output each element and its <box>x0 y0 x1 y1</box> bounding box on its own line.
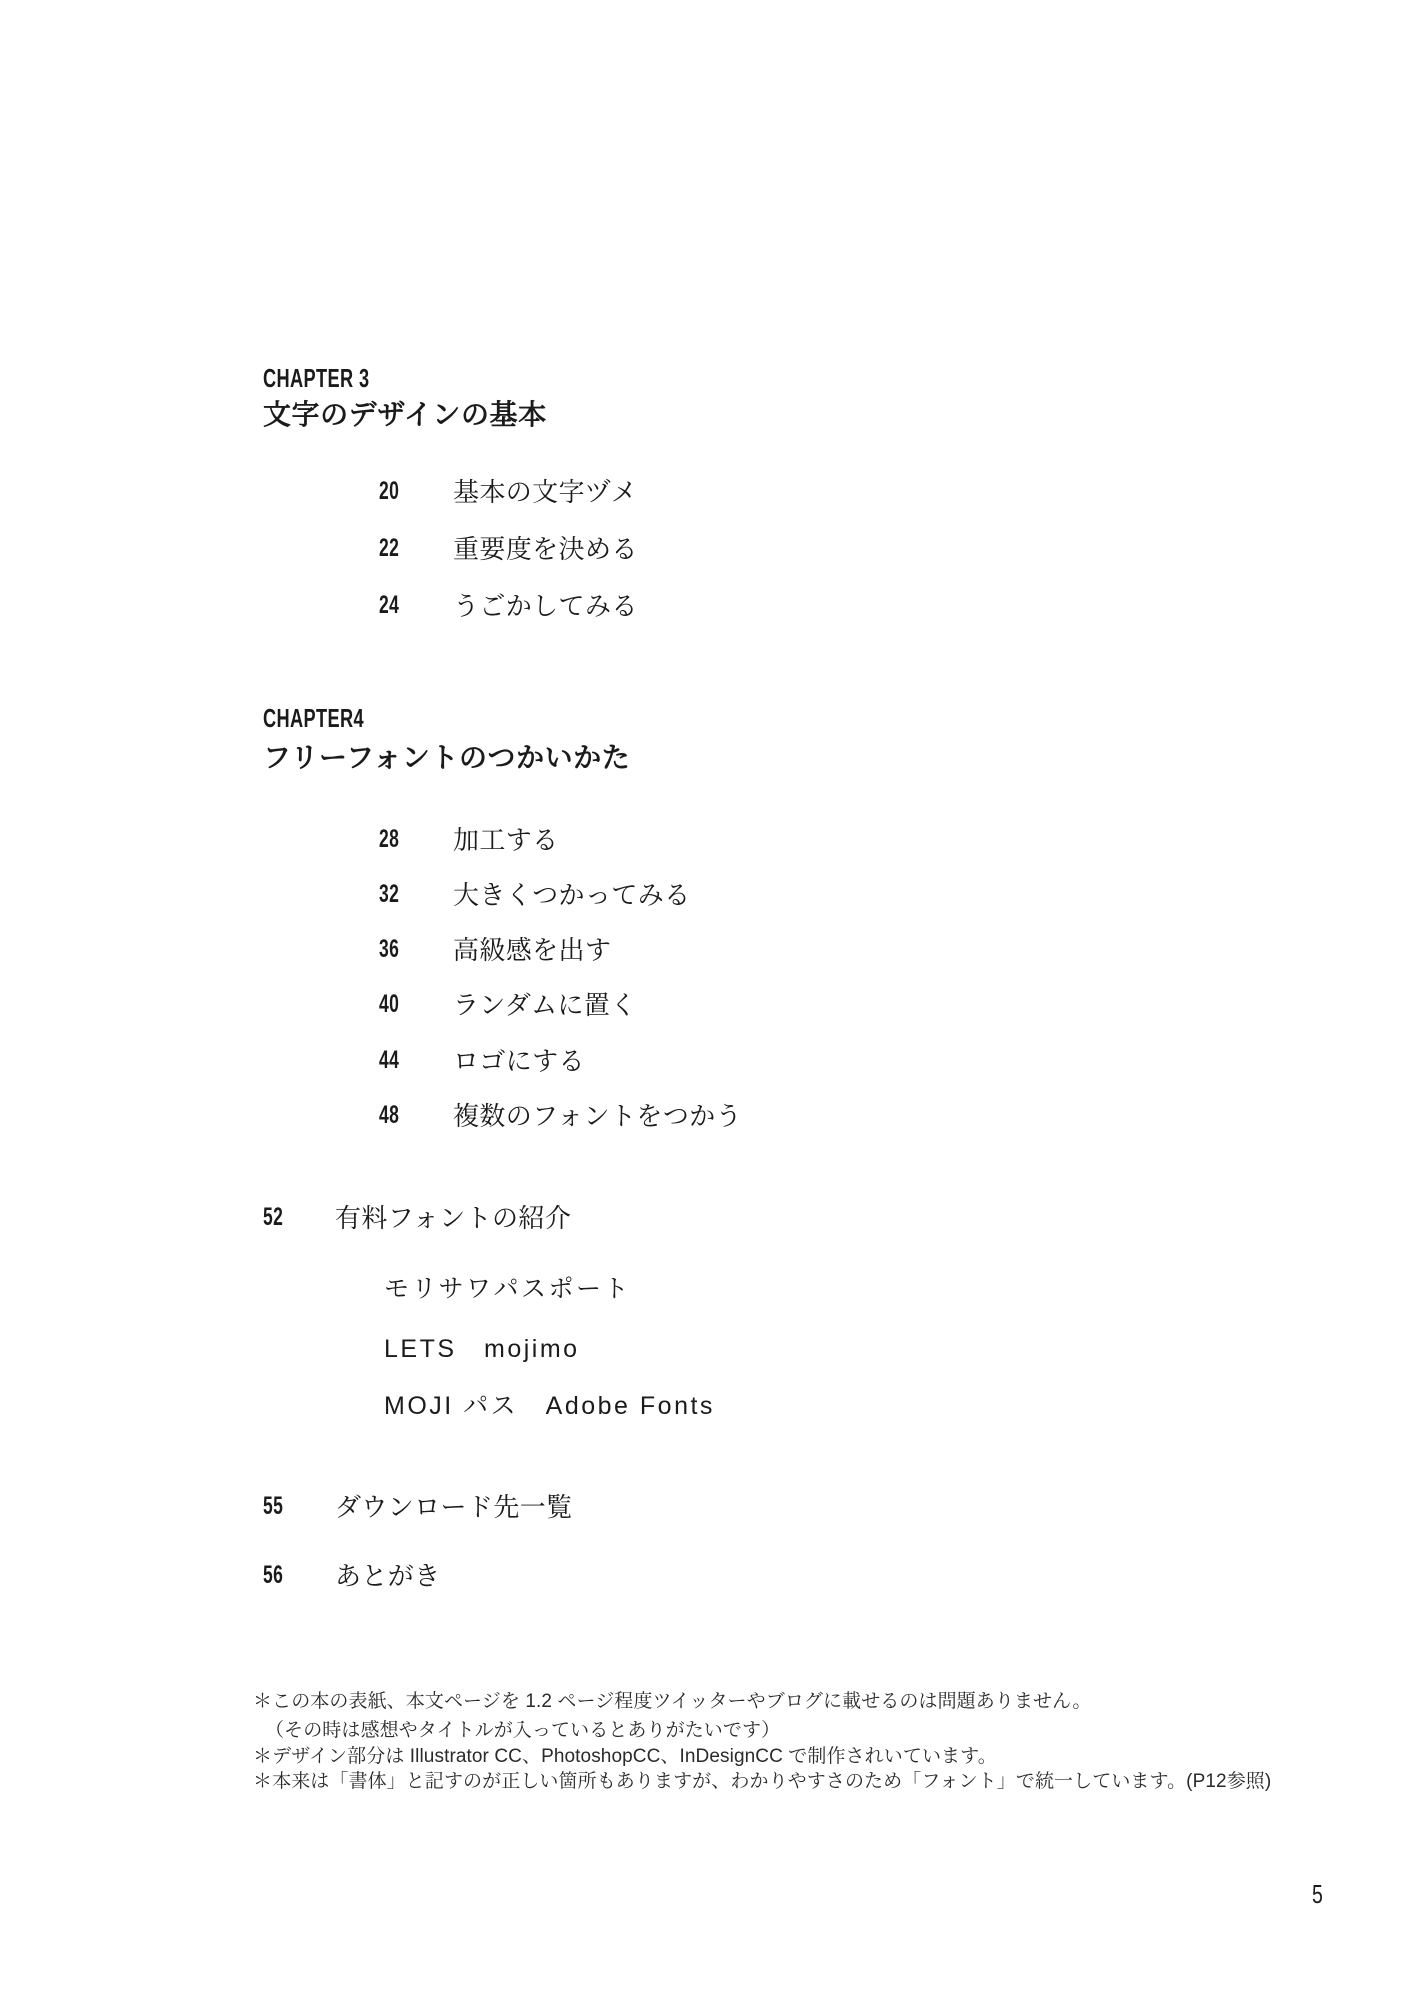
section-row-downloads <box>263 1494 573 1520</box>
toc-item-title: 重要度を決める <box>453 534 638 564</box>
toc-item-page: 24 <box>379 591 400 619</box>
section-title: あとがき <box>335 1561 441 1591</box>
toc-item-page: 28 <box>379 825 400 853</box>
page-number-text: 5 <box>1312 1879 1324 1909</box>
paid-font-subitem: MOJI パス Adobe Fonts <box>384 1392 715 1420</box>
toc-item-title: 高級感を出す <box>453 935 612 965</box>
paid-font-subitem: LETS mojimo <box>384 1335 580 1363</box>
toc-item <box>379 536 638 562</box>
footnote-line: ＊本来は「書体」と記すのが正しい箇所もありますが、わかりやすさのため「フォント」で統一しています。(P12参照) <box>253 1771 1272 1792</box>
toc-item-page: 48 <box>379 1101 400 1129</box>
toc-item <box>379 827 559 853</box>
toc-item-title: ロゴにする <box>453 1046 585 1076</box>
toc-item-title: 複数のフォントをつかう <box>453 1101 742 1131</box>
toc-item-title: うごかしてみる <box>453 591 638 621</box>
toc-item <box>379 479 637 505</box>
toc-item <box>379 593 638 619</box>
toc-item-page: 40 <box>379 990 400 1018</box>
toc-item-page: 32 <box>379 880 400 908</box>
chapter4-label <box>263 705 407 731</box>
toc-item-title: ランダムに置く <box>453 990 637 1020</box>
footnote-line: ＊デザイン部分は Illustrator CC、PhotoshopCC、InDesignCC で制作されいています。 <box>253 1746 997 1767</box>
page-number <box>1312 1879 1327 1910</box>
toc-item <box>379 1048 585 1074</box>
chapter4-label-text: CHAPTER4 <box>263 703 365 733</box>
footnote-line: （その時は感想やタイトルが入っているとありがたいです） <box>265 1720 781 1741</box>
paid-font-subitem: モリサワパスポート <box>384 1275 632 1303</box>
chapter3-title: 文字のデザインの基本 <box>263 399 547 430</box>
toc-item-title: 大きくつかってみる <box>453 880 691 910</box>
toc-item-title: 基本の文字ヅメ <box>453 477 638 507</box>
toc-item-page: 22 <box>379 534 400 562</box>
section-title: 有料フォントの紹介 <box>335 1203 572 1233</box>
toc-item <box>379 992 637 1018</box>
chapter4-title: フリーフォントのつかいかた <box>263 742 631 773</box>
toc-item-page: 36 <box>379 935 400 963</box>
section-page: 52 <box>263 1203 284 1231</box>
toc-item-page: 44 <box>379 1046 400 1074</box>
toc-item <box>379 937 611 963</box>
toc-item-title: 加工する <box>453 825 559 855</box>
section-title: ダウンロード先一覧 <box>335 1492 573 1522</box>
toc-item-page: 20 <box>379 477 400 505</box>
section-row-afterword <box>263 1563 441 1589</box>
footnote-line: ＊この本の表紙、本文ページを 1.2 ページ程度ツイッターやブログに載せるのは問題ありません。 <box>253 1691 1092 1712</box>
chapter3-label <box>263 365 415 391</box>
section-row-paid-fonts <box>263 1205 571 1231</box>
toc-item <box>379 1103 742 1129</box>
chapter3-label-text: CHAPTER 3 <box>263 363 370 393</box>
section-page: 55 <box>263 1492 284 1520</box>
toc-item <box>379 882 691 908</box>
section-page: 56 <box>263 1561 284 1589</box>
